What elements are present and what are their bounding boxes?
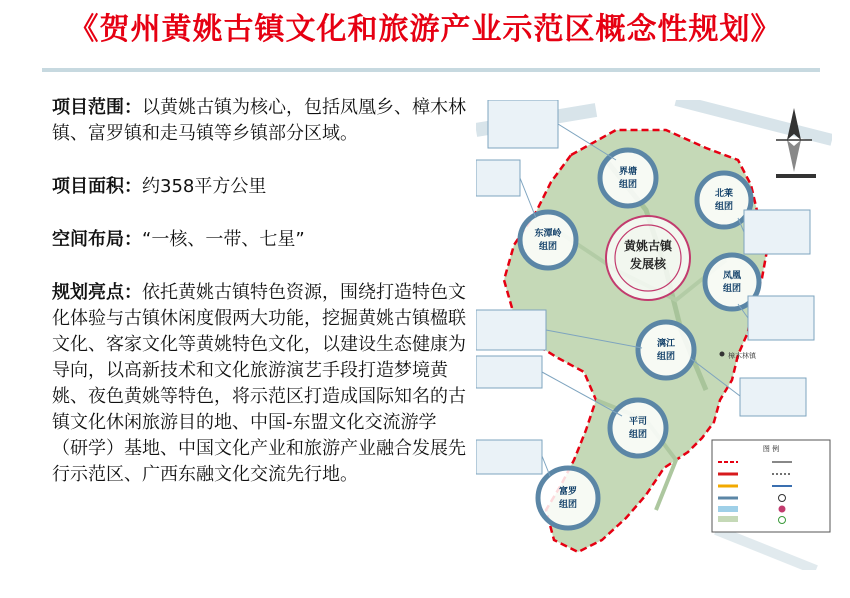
- svg-text:组团: 组团: [558, 500, 578, 510]
- svg-text:平司: 平司: [628, 417, 648, 427]
- section-layout: [52, 227, 472, 253]
- svg-text:组团: 组团: [618, 180, 638, 190]
- section-label: 规划亮点：: [52, 282, 142, 303]
- cluster-dongtanling: [520, 212, 576, 268]
- svg-text:图 例: 图 例: [762, 445, 780, 453]
- section-label: 项目范围：: [52, 97, 142, 118]
- svg-text:组团: 组团: [538, 242, 558, 252]
- svg-text:组团: 组团: [714, 202, 734, 212]
- cluster-beilai: [697, 173, 751, 227]
- section-text: 约358平方公里: [142, 176, 267, 197]
- section-text: 以黄姚古镇为核心，包括凤凰乡、樟木林镇、富罗镇和走马镇等乡镇部分区域。: [52, 97, 466, 144]
- section-text: “一核、一带、七星”: [142, 229, 305, 250]
- svg-text:凤凰: 凤凰: [722, 271, 742, 281]
- cluster-lijiang: [638, 322, 694, 378]
- cluster-fuluo: [538, 468, 598, 528]
- svg-text:富罗: 富罗: [558, 487, 578, 497]
- north-arrow-icon: [776, 108, 812, 172]
- section-highlights: [52, 280, 472, 488]
- section-text: 依托黄姚古镇特色资源，围绕打造特色文化体验与古镇休闲度假两大功能，挖掘黄姚古镇楹联文化、客家文化等黄姚特色文化，以建设生态健康为导向，以高新技术和文化旅游演艺手段打造梦境黄姚、夜色黄姚等特色，将示范区打造成国际知名的古镇文化休闲旅游目的地、中国-东盟文化交流游学（研学）基地、中国文化产业和旅游产业融合发展先行示范区、广西东融文化交流先行地。: [52, 282, 466, 485]
- section-area: [52, 174, 472, 200]
- section-scope: [52, 95, 472, 147]
- map-legend: [712, 440, 830, 532]
- development-core: [606, 216, 690, 300]
- svg-text:北莱: 北莱: [714, 189, 734, 199]
- svg-text:组团: 组团: [628, 430, 648, 440]
- planning-map: [476, 100, 832, 570]
- cluster-pingsi: [610, 400, 666, 456]
- page-title: 《贺州黄姚古镇文化和旅游产业示范区概念性规划》: [68, 12, 782, 47]
- svg-text:漓江: 漓江: [656, 339, 676, 349]
- project-description: [52, 95, 472, 515]
- svg-text:界塘: 界塘: [618, 167, 638, 177]
- cluster-jietang: [600, 150, 656, 206]
- svg-text:东潭岭: 东潭岭: [534, 229, 562, 239]
- svg-text:组团: 组团: [722, 284, 742, 294]
- title-underline: [42, 68, 820, 72]
- svg-text:组团: 组团: [656, 352, 676, 362]
- svg-text:樟木林镇: 樟木林镇: [728, 352, 756, 360]
- svg-text:发展核: 发展核: [629, 257, 667, 271]
- section-label: 项目面积：: [52, 176, 142, 197]
- section-label: 空间布局：: [52, 229, 142, 250]
- svg-text:黄姚古镇: 黄姚古镇: [623, 239, 673, 253]
